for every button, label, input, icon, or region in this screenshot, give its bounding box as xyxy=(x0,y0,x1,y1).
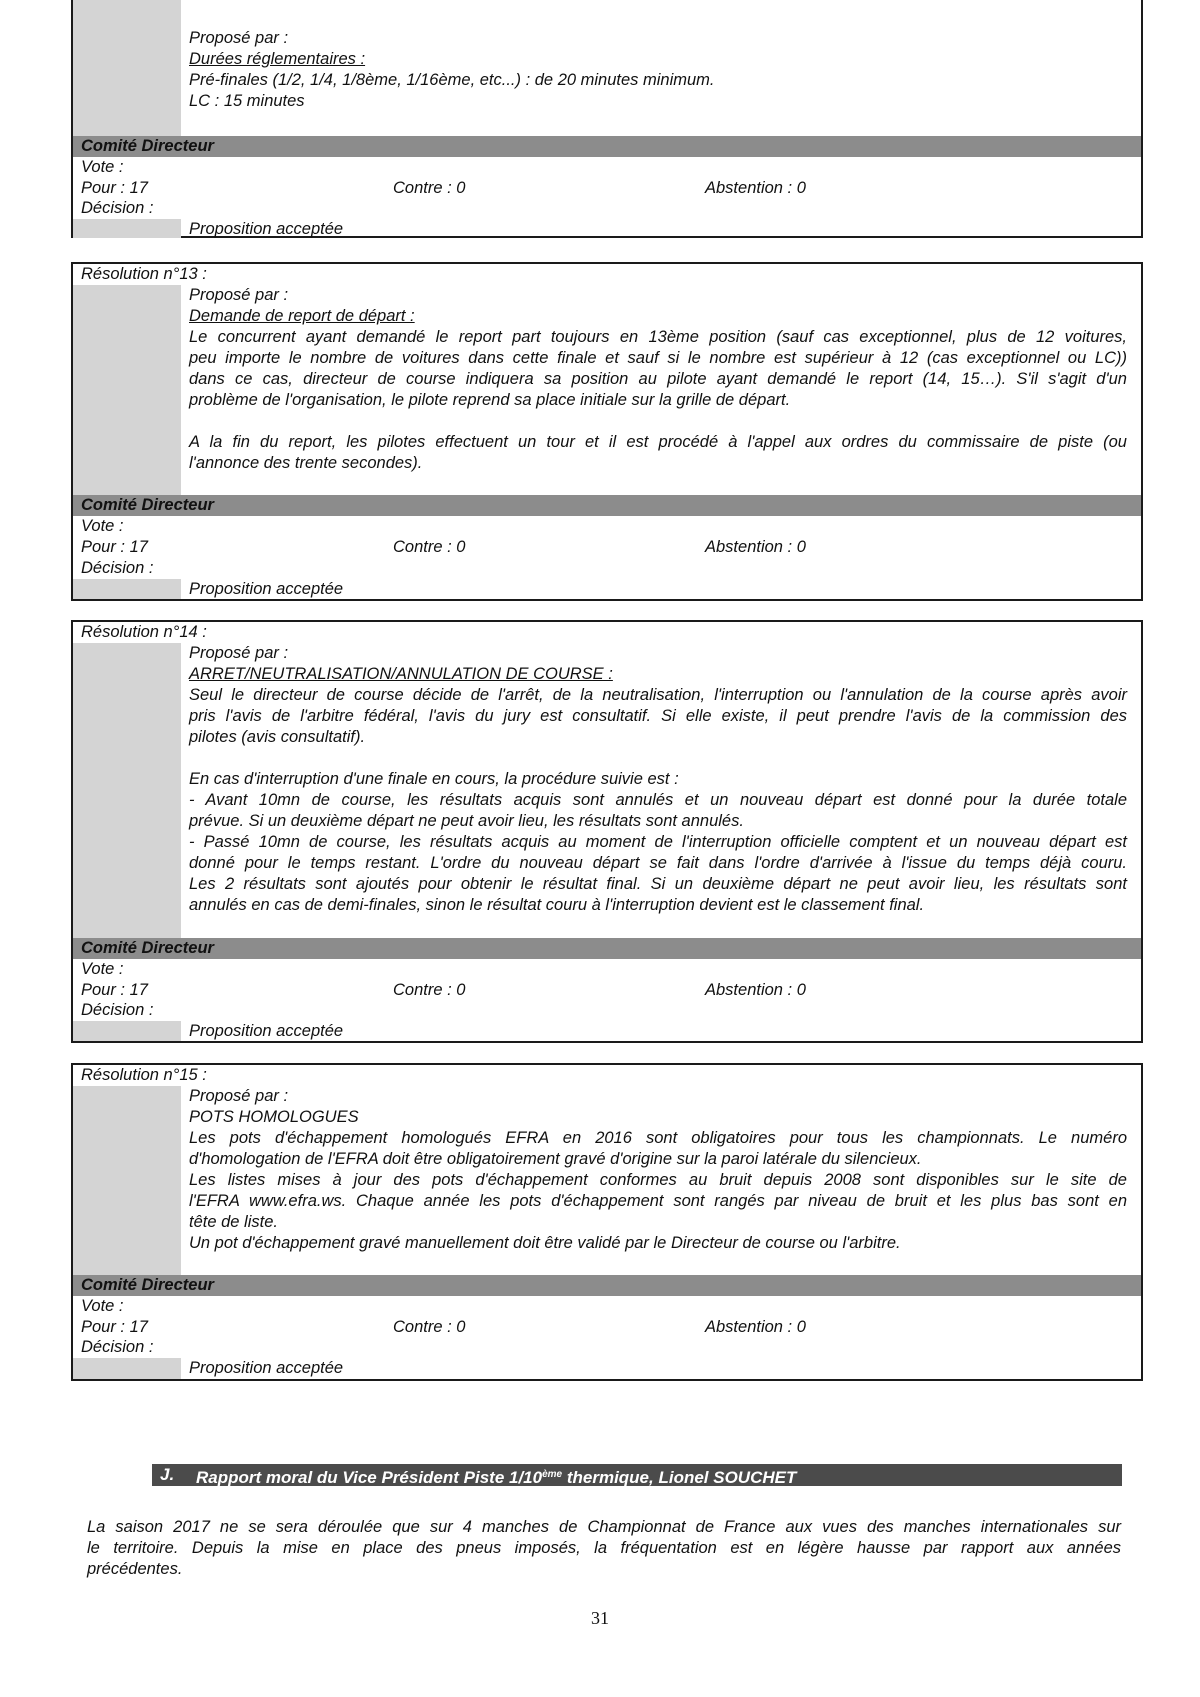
vote-abstention: Abstention : 0 xyxy=(705,538,806,556)
text-line: prévue. Si un deuxième départ ne peut avoir lieu, les résultats sont annulés. xyxy=(189,812,744,830)
decision-label: Décision : xyxy=(81,1001,154,1019)
resolution-content xyxy=(189,28,1127,112)
text-line: l'annonce des trente secondes). xyxy=(189,454,423,472)
proposed-by: Proposé par : xyxy=(189,1087,289,1105)
resolution-heading: POTS HOMOLOGUES xyxy=(189,1108,359,1126)
decision-value: Proposition acceptée xyxy=(189,1359,344,1377)
text-line: Les pots d'échappement homologués EFRA en 2016 sont obligatoires pour tous les championnats. Le numéro xyxy=(189,1129,1127,1147)
text-line: En cas d'interruption d'une finale en cours, la procédure suivie est : xyxy=(189,770,679,788)
text-line: - Avant 10mn de course, les résultats acquis sont annulés et un nouveau départ est donné pour la durée totale xyxy=(189,791,1127,809)
text-line: l'EFRA www.efra.ws. Chaque année les pots d'échappement sont rangés par niveau de bruit et les plus bas sont en xyxy=(189,1192,1127,1210)
text-line: A la fin du report, les pilotes effectuent un tour et il est procédé à l'appel aux ordres du commissaire de piste (ou xyxy=(189,433,1127,451)
vote-contre: Contre : 0 xyxy=(393,538,466,556)
text-line: La saison 2017 ne se sera déroulée que sur 4 manches de Championnat de France aux vues des manches internationales sur xyxy=(87,1518,1121,1536)
text-line: Un pot d'échappement gravé manuellement doit être validé par le Directeur de course ou l'arbitre. xyxy=(189,1234,901,1252)
vote-row xyxy=(81,1317,1133,1338)
vote-label: Vote : xyxy=(81,960,124,978)
text-line: LC : 15 minutes xyxy=(189,92,305,110)
resolution-15-block xyxy=(71,1063,1143,1381)
text-line: le territoire. Depuis la mise en place des pneus imposés, la fréquentation est en légère hausse par rapport aux années xyxy=(87,1539,1121,1557)
vote-contre: Contre : 0 xyxy=(393,179,466,197)
resolution-13-block xyxy=(71,262,1143,601)
text-line: - Passé 10mn de course, les résultats acquis au moment de l'interruption officielle comptent et un nouveau départ est xyxy=(189,833,1127,851)
vote-abstention: Abstention : 0 xyxy=(705,1318,806,1336)
decision-label: Décision : xyxy=(81,559,154,577)
gutter xyxy=(73,1021,181,1041)
decision-label: Décision : xyxy=(81,199,154,217)
vote-abstention: Abstention : 0 xyxy=(705,981,806,999)
text-line: tête de liste. xyxy=(189,1213,278,1231)
vote-label: Vote : xyxy=(81,158,124,176)
resolution-content xyxy=(189,643,1127,916)
report-paragraph xyxy=(87,1517,1121,1580)
resolution-12-block xyxy=(71,0,1143,238)
committee-bar: Comité Directeur xyxy=(73,495,1141,516)
section-letter: J. xyxy=(160,1465,175,1484)
vote-pour: Pour : 17 xyxy=(81,538,148,556)
vote-pour: Pour : 17 xyxy=(81,179,148,197)
section-heading xyxy=(152,1464,1122,1486)
gutter xyxy=(73,285,181,516)
text-line: Les listes mises à jour des pots d'échappement conformes au bruit depuis 2008 sont disponibles sur le site de xyxy=(189,1171,1127,1189)
text-line: annulés en cas de demi-finales, sinon le résultat couru à l'interruption devient est le classement final. xyxy=(189,896,925,914)
committee-bar: Comité Directeur xyxy=(73,1275,1141,1296)
vote-pour: Pour : 17 xyxy=(81,981,148,999)
page-number: 31 xyxy=(591,1608,609,1628)
resolution-14-block xyxy=(71,620,1143,1043)
decision-label: Décision : xyxy=(81,1338,154,1356)
vote-contre: Contre : 0 xyxy=(393,981,466,999)
gutter xyxy=(73,1086,181,1296)
section-title: Rapport moral du Vice Président Piste 1/10ème thermique, Lionel SOUCHET xyxy=(196,1468,797,1487)
proposed-by: Proposé par : xyxy=(189,644,289,662)
vote-contre: Contre : 0 xyxy=(393,1318,466,1336)
proposed-by: Proposé par : xyxy=(189,29,289,47)
text-line: donné pour le temps restant. L'ordre du nouveau départ se fait dans l'ordre d'arrivée à l'issue du temps déjà couru. xyxy=(189,854,1127,872)
gutter xyxy=(73,0,181,136)
vote-row xyxy=(81,178,1133,199)
resolution-heading: ARRET/NEUTRALISATION/ANNULATION DE COURSE : xyxy=(189,665,613,683)
resolution-title: Résolution n°15 : xyxy=(81,1066,207,1084)
gutter xyxy=(73,1358,181,1379)
vote-row xyxy=(81,980,1133,1001)
vote-row xyxy=(81,537,1133,558)
resolution-title: Résolution n°13 : xyxy=(81,265,207,283)
gutter xyxy=(73,579,181,599)
vote-pour: Pour : 17 xyxy=(81,1318,148,1336)
text-line: Les 2 résultats sont ajoutés pour obtenir le résultat final. Si un deuxième départ ne peut avoir lieu, les résultats sont xyxy=(189,875,1127,893)
resolution-heading: Demande de report de départ : xyxy=(189,307,415,325)
proposed-by: Proposé par : xyxy=(189,286,289,304)
text-line: pris l'avis de l'arbitre fédéral, l'avis du jury est consultatif. Si elle existe, il peut prendre l'avis de la commission des xyxy=(189,707,1127,725)
text-line: d'homologation de l'EFRA doit être obligatoirement gravé d'origine sur la paroi latérale du silencieux. xyxy=(189,1150,922,1168)
resolution-content xyxy=(189,285,1127,474)
decision-value: Proposition acceptée xyxy=(189,580,344,598)
text-line: Pré-finales (1/2, 1/4, 1/8ème, 1/16ème, etc...) : de 20 minutes minimum. xyxy=(189,71,715,89)
decision-value: Proposition acceptée xyxy=(189,1022,344,1040)
resolution-content xyxy=(189,1086,1127,1254)
decision-value: Proposition acceptée xyxy=(189,220,344,238)
text-line: dans ce cas, directeur de course indiquera sa position au pilote ayant demandé le report (14, 15…). S'il s'agit d'un xyxy=(189,370,1127,388)
text-line: précédentes. xyxy=(87,1560,183,1578)
vote-abstention: Abstention : 0 xyxy=(705,179,806,197)
committee-bar: Comité Directeur xyxy=(73,938,1141,959)
vote-label: Vote : xyxy=(81,517,124,535)
resolution-title: Résolution n°14 : xyxy=(81,623,207,641)
text-line: pilotes (avis consultatif). xyxy=(189,728,366,746)
text-line: problème de l'organisation, le pilote reprend sa place initiale sur la grille de départ. xyxy=(189,391,791,409)
resolution-heading: Durées réglementaires : xyxy=(189,50,366,68)
gutter xyxy=(73,219,181,238)
committee-bar: Comité Directeur xyxy=(73,136,1141,157)
text-line: Le concurrent ayant demandé le report part toujours en 13ème position (sauf cas exceptionnel, plus de 12 voitures, xyxy=(189,328,1127,346)
text-line: peu importe le nombre de voitures dans cette finale et sauf si le nombre est supérieur à 12 (cas exceptionnel ou LC)) xyxy=(189,349,1127,367)
text-line: Seul le directeur de course décide de l'arrêt, de la neutralisation, l'interruption ou l'annulation de la course après avoir xyxy=(189,686,1127,704)
vote-label: Vote : xyxy=(81,1297,124,1315)
gutter xyxy=(73,643,181,959)
